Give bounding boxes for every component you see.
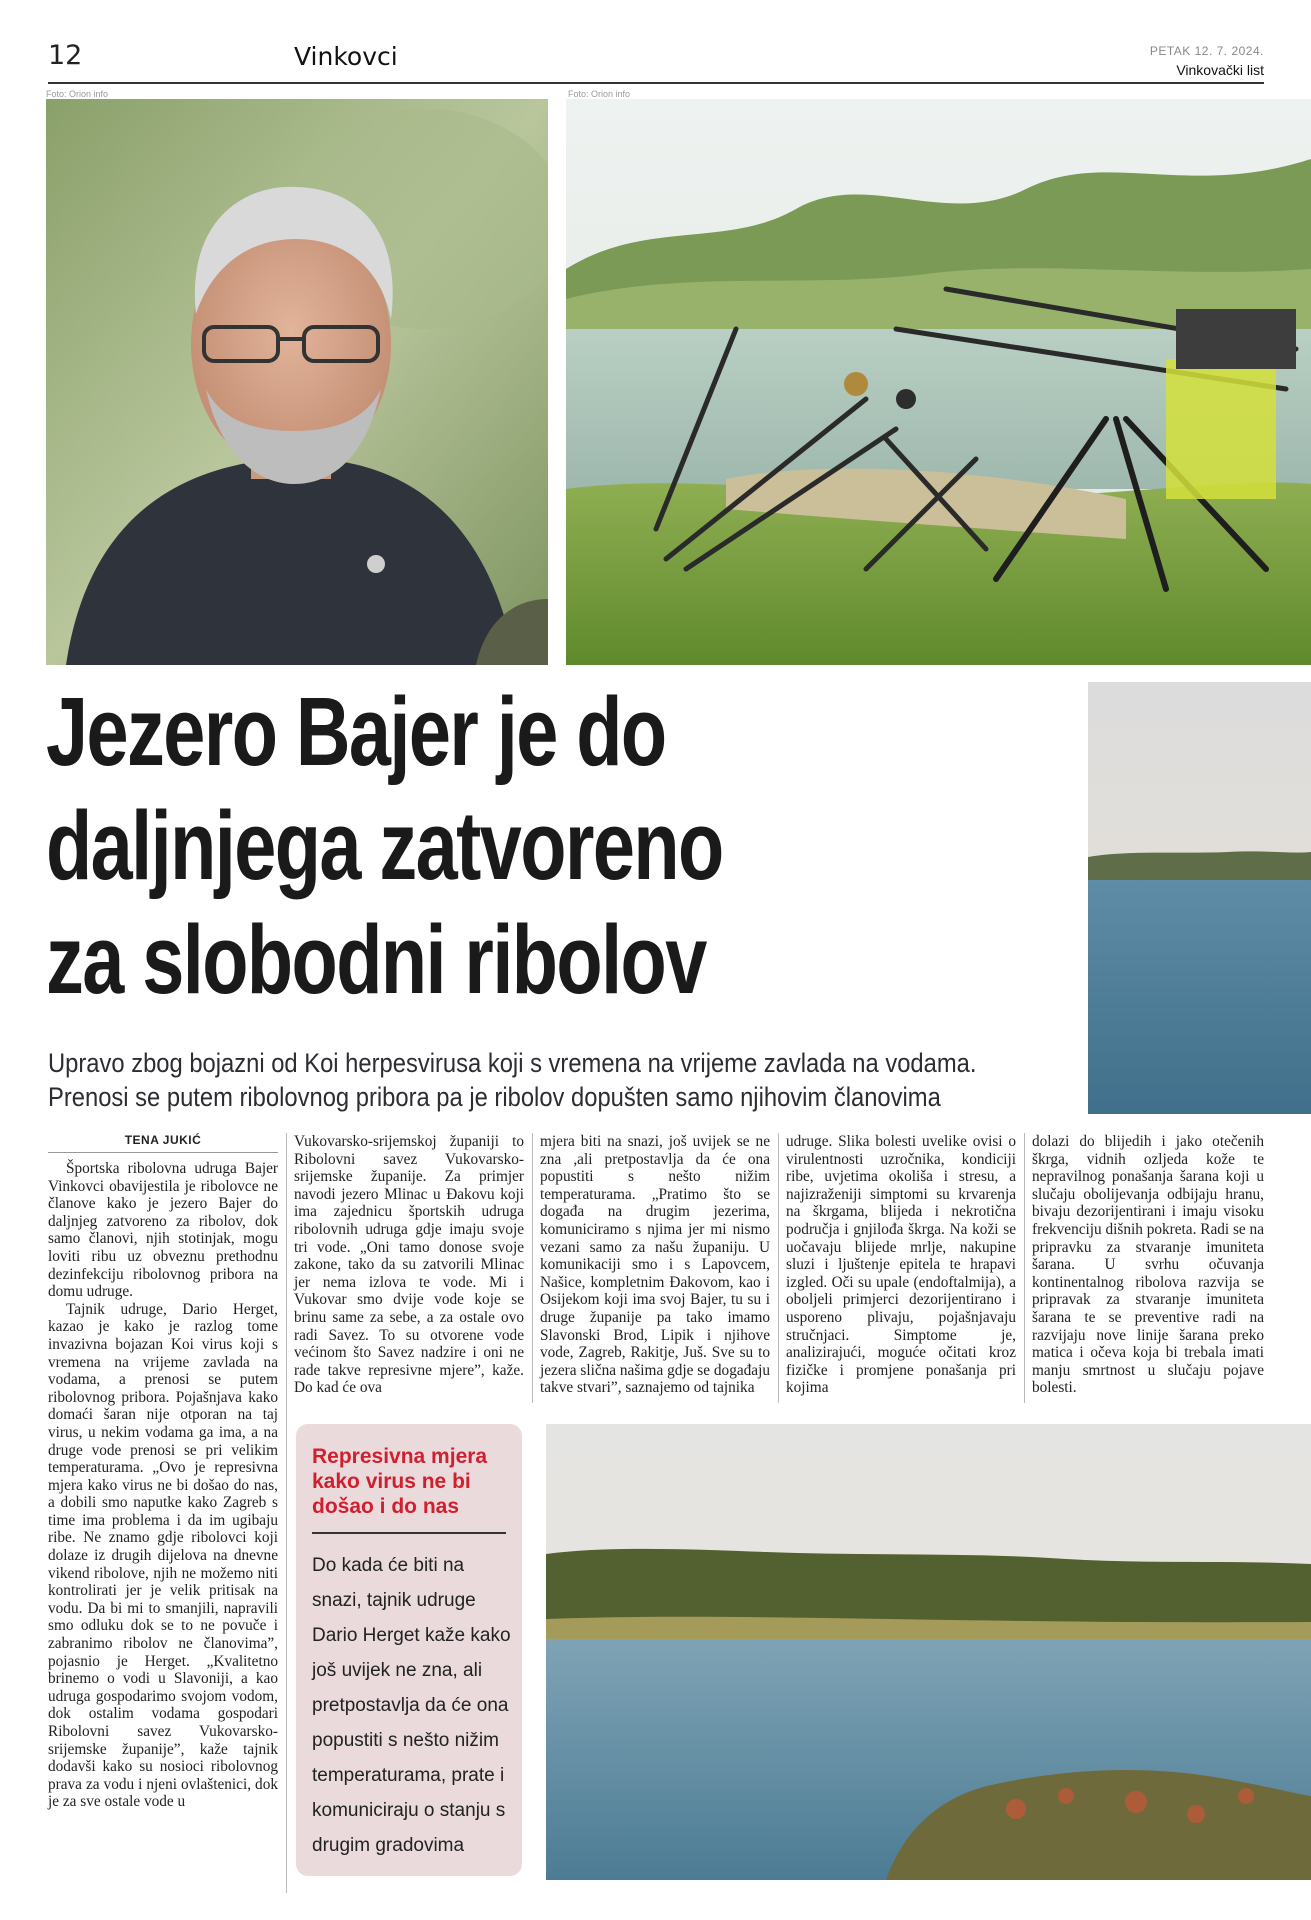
article-paragraph: udruge. Slika bolesti uvelike ovisi o virulentnosti uzročnika, kondiciji ribe, uvjetima okoliša i stresu, a najizraženiji simptomi su krvarenja na škrgama, blijeda i nekrotična područja i gnjilođa škrga. Na koži se uočavaju blijede mrlje, nakupine sluzi i ljuštenje epitela te hrapavi izgled. Oči su upale (endoftalmija), a oboljeli primjerci dezorijentirano i usporeno plivaju, pojašnjavaju stručnjaci. Simptome je, analizirajući, moguće očitati kroz fizičke i promjene ponašanja pri kojima: [786, 1133, 1016, 1397]
article-column-1: [48, 1160, 278, 1811]
section-title: Vinkovci: [294, 42, 398, 71]
fishing-photo: [566, 99, 1311, 665]
header-rule: [48, 82, 1264, 84]
pull-quote-rule: [312, 1532, 506, 1534]
lake-photo: [546, 1424, 1311, 1880]
article-column-3: [540, 1133, 770, 1397]
publication-name: Vinkovački list: [1176, 62, 1264, 78]
headline-line: daljnjega zatvoreno: [46, 791, 723, 900]
article-column-4: [786, 1133, 1016, 1397]
portrait-photo: [46, 99, 548, 665]
dateline: [1150, 44, 1264, 78]
subheading-line: Upravo zbog bojazni od Koi herpesvirusa koji s vremena na vrijeme zavlada na vodama.: [48, 1048, 977, 1078]
headline-line: za slobodni ribolov: [46, 905, 706, 1014]
pull-quote-text: Do kada će biti na snazi, tajnik udruge Dario Herget kaže kako još uvijek ne zna, ali pretpostavlja da će ona popustiti s nešto nižim temperaturama, prate i komuniciraju o stanju s drugim gradovima: [312, 1555, 511, 1856]
lake-photo-icon: [1088, 682, 1311, 1114]
article-paragraph: Športska ribolovna udruga Bajer Vinkovci obavijestila je ribolovce ne članove kako je jezero Bajer do daljnjeg zatvoreno za ribolov, dok samo članovi, njih stotinjak, mogu loviti ribu uz obveznu prethodnu dezinfekciju ribolovnog pribora na domu udruge.: [48, 1160, 278, 1301]
pull-quote-title: Represivna mjera kako virus ne bi došao i do nas: [312, 1445, 488, 1518]
author-byline: TENA JUKIĆ: [124, 1133, 202, 1147]
headline-line: Jezero Bajer je do: [46, 677, 666, 786]
article-column-5: [1032, 1133, 1264, 1397]
subheading: [48, 1046, 977, 1114]
article-paragraph: Vukovarsko-srijemskoj županiji to Ribolovni savez Vukovarsko-srijemske županije. Za primjer navodi jezero Mlinac u Đakovu koji ima zajednicu športskih udruga ribolovnih udruga gdje imaju svoje tri vode. „Oni tamo donose svoje zakone, tako da su zatvorili Mlinac jer nema izlova te vode. Mi i Vukovar smo dvije vode koje se brinu same za sebe, a za ostale ovo radi Savez. To su otvorene vode većinom što Savez nadzire i oni ne rade takve represivne mjere”, kaže. Do kad će ova: [294, 1133, 524, 1397]
subheading-line: Prenosi se putem ribolovnog pribora pa je ribolov dopušten samo njihovim članovima: [48, 1082, 941, 1112]
article-paragraph: mjera biti na snazi, još uvijek se ne zna ,ali pretpostavlja da će ona popustiti s nešto nižim temperaturama. „Pratimo što se događa na drugim jezerima, komuniciramo s njima jer mi nismo vezani samo za našu županiju. U komunikaciji smo i s Lapovcem, Našice, kompletnim Đakovom, kao i Osijekom koji ima svoj Bajer, tu su i druge županije pa tako imamo Slavonski Brod, Lipik i njihove vode, Zagreb, Rakitje, Juš. Sve su to jezera slična našima gdje se događaju takve stvari”, saznajemo od tajnika: [540, 1133, 770, 1397]
portrait-photo-icon: [46, 99, 548, 665]
page-number: 12: [48, 40, 83, 71]
headline: [46, 675, 865, 1017]
lake-landscape-icon: [546, 1424, 1311, 1880]
column-divider: [1024, 1133, 1025, 1403]
column-divider: [778, 1133, 779, 1403]
fishing-rods-photo-icon: [566, 99, 1311, 665]
fishing-photo-credit: Foto: Orion info: [568, 89, 631, 99]
article-paragraph: Tajnik udruge, Dario Herget, kazao je kako je razlog tome invazivna bojazan Koi virus koji s vremena na vrijeme zavlada na vodama, a prenosi se putem ribolovnog pribora. Pojašnjava kako domaći šaran nije otporan na taj virus, u nekim vodama ga ima, a na druge vode prenosi se pri velikim temperaturama. „Ovo je represivna mjera kako virus ne bi došao do nas, a dobili smo naputke kako Zagreb s time ima problema i da im ugibaju ribe. Ne znamo gdje ribolovci koji dolaze iz drugih dijelova na dnevne vikend ribolove, njih ne možemo niti kontrolirati jer je velik pritisak na vodu. Da bi mi to smanjili, napravili smo odluku dok se to ne povuče i zabranimo ribolov ne članovima”, pojasnio je Herget. „Kvalitetno brinemo o vodi u Slavoniji, a kao udruga gospodarimo svojom vodom, dok ostalim vodama gospodari Ribolovni savez Vukovarsko-srijemske županije”, kaže tajnik dodavši kako su nosioci ribolovnog prava za vodu i njeni ovlaštenici, dok je za sve ostale vode u: [48, 1300, 278, 1811]
portrait-photo-credit: Foto: Orion info: [46, 89, 109, 99]
column-divider: [286, 1133, 287, 1893]
lake-strip-photo: [1088, 682, 1311, 1114]
byline-rule: [48, 1152, 278, 1153]
issue-date: PETAK 12. 7. 2024.: [1149, 44, 1264, 58]
article-paragraph: dolazi do blijedih i jako otečenih škrga, vidnih ozljeda kože te nepravilnog ponašanja šarana koji u slučaju obolijevanja odbijaju hranu, bivaju dezorijentirani i imaju visoku frekvenciju dišnih pokreta. Radi se na pripravku za stvaranje imuniteta šarana. U svrhu očuvanja kontinentalnog ribolova razvija se pripravak za stvaranje imuniteta šarana te se preventive radi na razvijaju nove linije šarana preko matica i očeva koja bi trebala imati manju smrtnost u slučaju pojave bolesti.: [1032, 1133, 1264, 1397]
column-divider: [532, 1133, 533, 1403]
article-column-2: [294, 1133, 524, 1397]
